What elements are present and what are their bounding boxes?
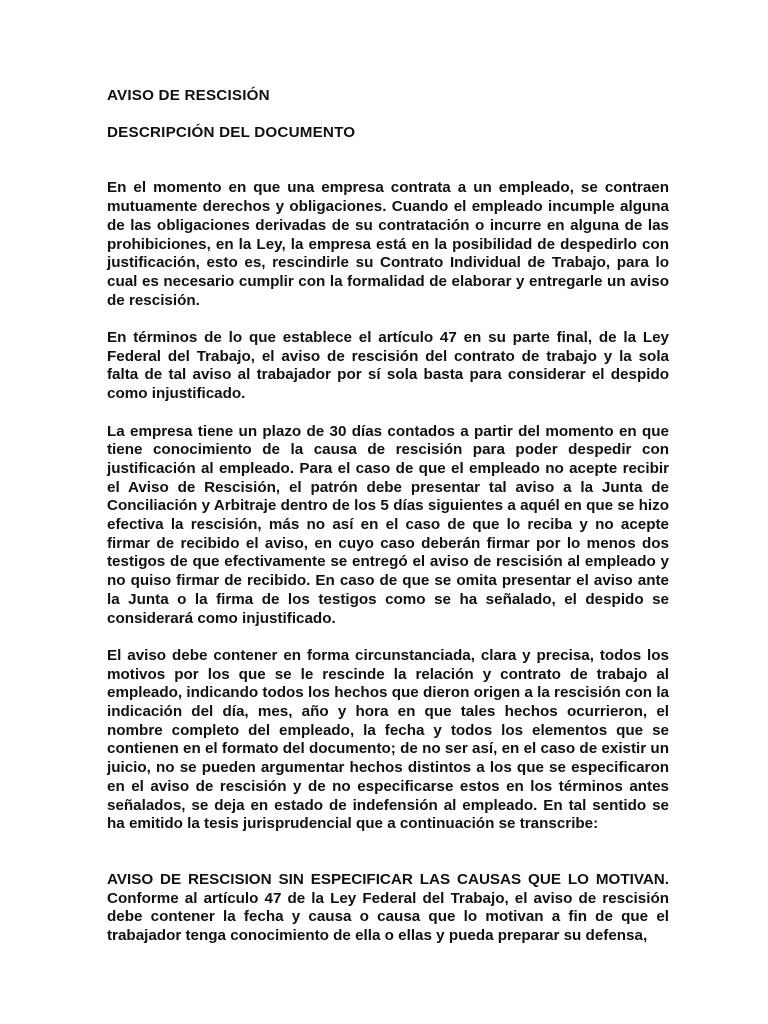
paragraph-tesis-jurisprudencial: AVISO DE RESCISION SIN ESPECIFICAR LAS CAUSAS QUE LO MOTIVAN. Conforme al artículo 47 de la Ley Federal del Trabajo, el aviso de rescisión debe contener la fecha y causa o causa que lo motivan a fin de que el trabajador tenga conocimiento de ella o ellas y pueda preparar su defensa, bbox=[107, 870, 669, 945]
paragraph-contenido-aviso: El aviso debe contener en forma circunstanciada, clara y precisa, todos los motivos por los que se le rescinde la relación y contrato de trabajo al empleado, indicando todos los hechos que dieron origen a la rescisión con la indicación del día, mes, año y hora en que tales hechos ocurrieron, el nombre completo del empleado, la fecha y todos los elementos que se contienen en el formato del documento; de no ser así, en el caso de existir un juicio, no se pueden argumentar hechos distintos a los que se especificaron en el aviso de rescisión y de no especificarse estos en los términos antes señalados, se deja en estado de indefensión al empleado. En tal sentido se ha emitido la tesis jurisprudencial que a continuación se transcribe: bbox=[107, 646, 669, 833]
paragraph-intro: En el momento en que una empresa contrata a un empleado, se contraen mutuamente derechos y obligaciones. Cuando el empleado incumple alguna de las obligaciones derivadas de su contratación o incurre en alguna de las prohibiciones, en la Ley, la empresa está en la posibilidad de despedirlo con justificación, esto es, rescindirle su Contrato Individual de Trabajo, para lo cual es necesario cumplir con la formalidad de elaborar y entregarle un aviso de rescisión. bbox=[107, 179, 669, 309]
document-body bbox=[107, 87, 669, 946]
document-subtitle: DESCRIPCIÓN DEL DOCUMENTO bbox=[107, 123, 356, 141]
paragraph-plazo: La empresa tiene un plazo de 30 días contados a partir del momento en que tiene conocimiento de la causa de rescisión para poder despedir con justificación al empleado. Para el caso de que el empleado no acepte recibir el Aviso de Rescisión, el patrón debe presentar tal aviso a la Junta de Conciliación y Arbitraje dentro de los 5 días siguientes a aquél en que se hizo efectiva la rescisión, más no así en el caso de que lo reciba y no acepte firmar de recibido el aviso, en cuyo caso deberán firmar por lo menos dos testigos de que efectivamente se entregó el aviso de rescisión al empleado y no quiso firmar de recibido. En caso de que se omita presentar el aviso ante la Junta o la firma de los testigos como se ha señalado, el despido se considerará como injustificado. bbox=[107, 422, 669, 627]
document-title: AVISO DE RESCISIÓN bbox=[107, 87, 270, 104]
paragraph-article-47: En términos de lo que establece el artículo 47 en su parte final, de la Ley Federal del Trabajo, el aviso de rescisión del contrato de trabajo y la sola falta de tal aviso al trabajador por sí sola basta para considerar el despido como injustificado. bbox=[107, 329, 669, 403]
